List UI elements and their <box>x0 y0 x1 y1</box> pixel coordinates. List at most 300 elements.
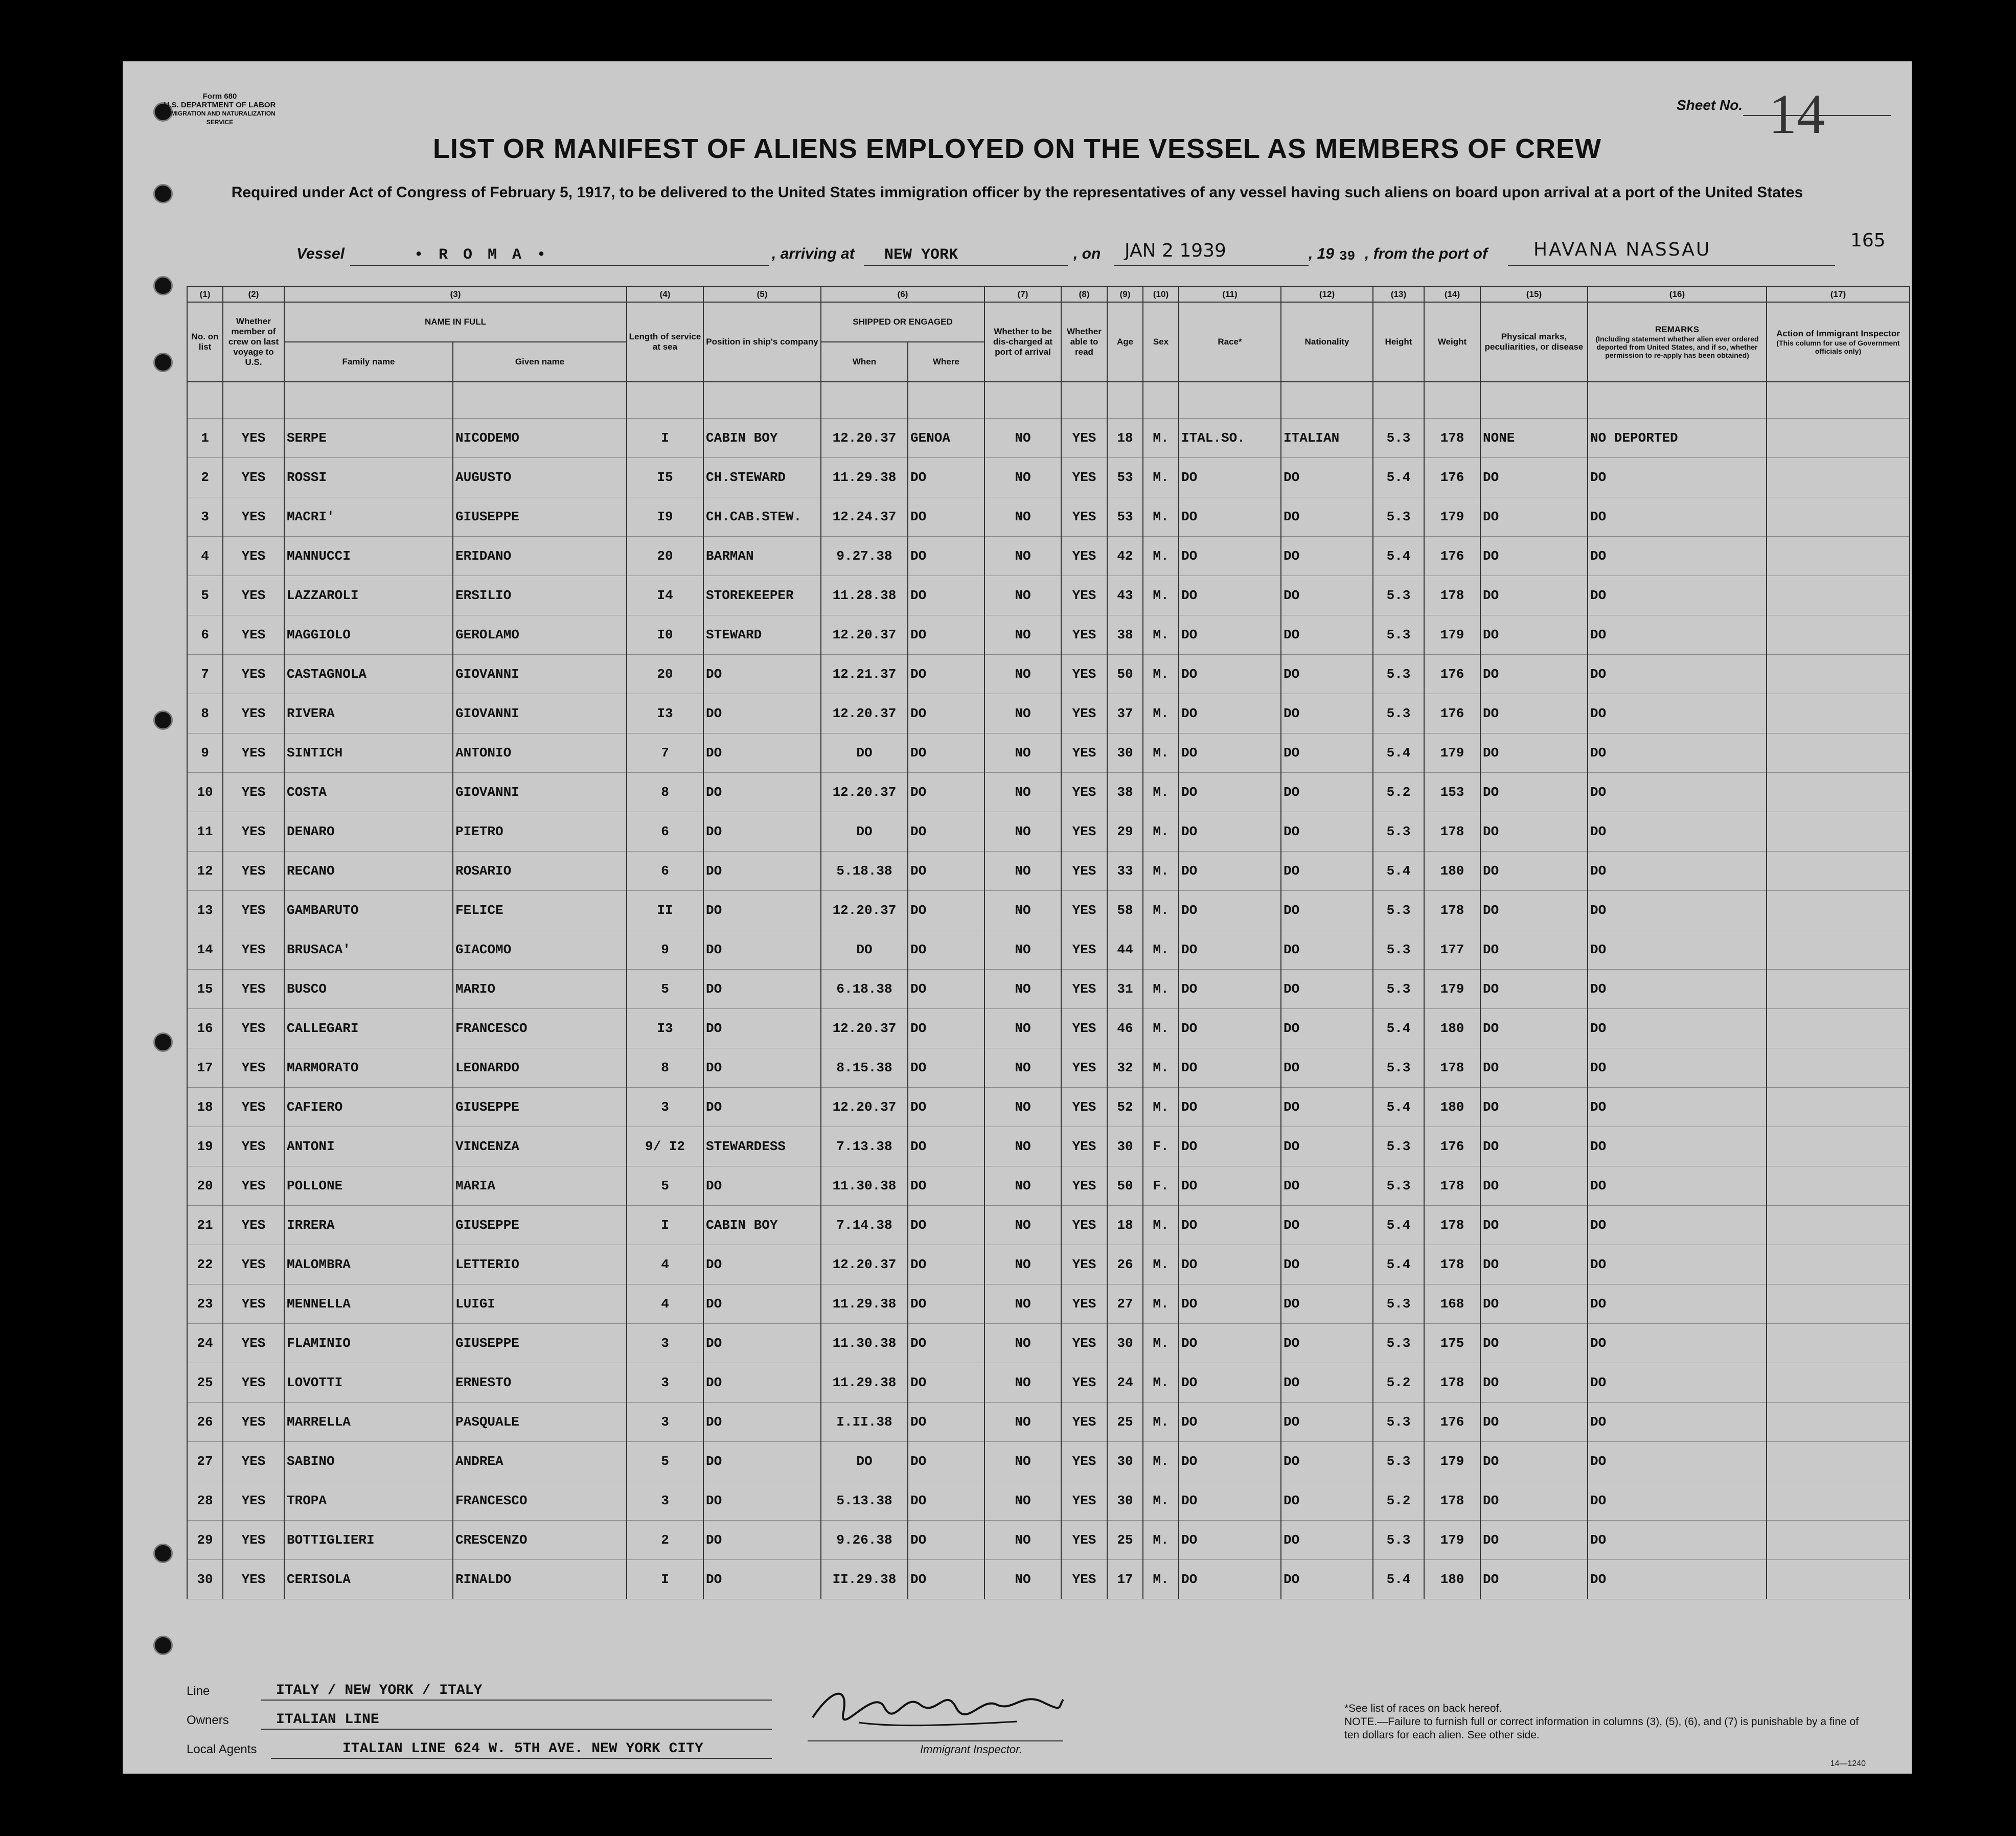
cell-member: YES <box>223 458 284 497</box>
crew-row <box>187 694 1910 733</box>
cell-discharged: NO <box>984 1127 1061 1166</box>
crew-row <box>187 1403 1910 1442</box>
cell-race: DO <box>1179 812 1281 852</box>
cell-length: I <box>627 1206 703 1245</box>
inspector-label: Immigrant Inspector. <box>920 1743 1022 1756</box>
cell-sex: M. <box>1143 1284 1179 1324</box>
cell-family: MACRI' <box>284 497 453 537</box>
cell-discharged: NO <box>984 733 1061 773</box>
crew-row <box>187 1048 1910 1088</box>
cell-no: 18 <box>187 1088 223 1127</box>
cell-read: YES <box>1061 970 1107 1009</box>
cell-height: 5.3 <box>1373 812 1424 852</box>
cell-member: YES <box>223 1363 284 1403</box>
cell-height: 5.3 <box>1373 1442 1424 1481</box>
cell-length: 3 <box>627 1403 703 1442</box>
crew-row <box>187 1442 1910 1481</box>
col-num: (5) <box>703 287 821 302</box>
cell-no: 10 <box>187 773 223 812</box>
cell-discharged: NO <box>984 1324 1061 1363</box>
form-number: Form 680 <box>202 92 237 101</box>
col-num: (9) <box>1107 287 1143 302</box>
cell-nationality: DO <box>1281 1009 1373 1048</box>
cell-where: DO <box>908 655 984 694</box>
cell-where: DO <box>908 1481 984 1521</box>
cell-weight: 178 <box>1424 576 1480 615</box>
cell-given: ERIDANO <box>453 537 627 576</box>
cell-age: 43 <box>1107 576 1143 615</box>
cell-family: GAMBARUTO <box>284 891 453 930</box>
cell-height: 5.4 <box>1373 1245 1424 1284</box>
cell-given: ANTONIO <box>453 733 627 773</box>
cell-read: YES <box>1061 615 1107 655</box>
cell-length: I4 <box>627 576 703 615</box>
crew-row <box>187 576 1910 615</box>
cell-discharged: NO <box>984 970 1061 1009</box>
cell-when: 12.20.37 <box>821 891 908 930</box>
from-label: , from the port of <box>1365 245 1487 262</box>
cell-no: 19 <box>187 1127 223 1166</box>
cell-nationality: DO <box>1281 1206 1373 1245</box>
header-remarks-note: (Including statement whether alien ever ordered deported from United States, and if so, whether permission to re-apply has been obtained) <box>1595 335 1759 359</box>
cell-no: 8 <box>187 694 223 733</box>
cell-age: 50 <box>1107 1166 1143 1206</box>
cell-family: MENNELLA <box>284 1284 453 1324</box>
cell-sex: M. <box>1143 812 1179 852</box>
cell-read: YES <box>1061 1521 1107 1560</box>
cell-weight: 177 <box>1424 930 1480 970</box>
cell-race: DO <box>1179 1206 1281 1245</box>
cell-weight: 176 <box>1424 694 1480 733</box>
cell-age: 38 <box>1107 773 1143 812</box>
cell-when: 12.20.37 <box>821 1009 908 1048</box>
cell-weight: 180 <box>1424 1009 1480 1048</box>
cell-position: DO <box>703 694 821 733</box>
cell-when: 11.30.38 <box>821 1166 908 1206</box>
cell-nationality: DO <box>1281 615 1373 655</box>
cell-position: DO <box>703 733 821 773</box>
cell-no: 1 <box>187 419 223 458</box>
line-value: ITALY / NEW YORK / ITALY <box>276 1683 483 1699</box>
cell-age: 37 <box>1107 694 1143 733</box>
cell-member: YES <box>223 1127 284 1166</box>
cell-remarks: DO <box>1588 458 1767 497</box>
cell-physical: DO <box>1480 970 1588 1009</box>
cell-physical: DO <box>1480 852 1588 891</box>
cell-member: YES <box>223 1048 284 1088</box>
cell-remarks: DO <box>1588 1442 1767 1481</box>
cell-no: 9 <box>187 733 223 773</box>
cell-position: DO <box>703 970 821 1009</box>
cell-length: 8 <box>627 773 703 812</box>
cell-given: LEONARDO <box>453 1048 627 1088</box>
cell-remarks: DO <box>1588 576 1767 615</box>
cell-given: MARIA <box>453 1166 627 1206</box>
cell-position: DO <box>703 1560 821 1599</box>
cell-discharged: NO <box>984 773 1061 812</box>
cell-member: YES <box>223 1403 284 1442</box>
cell-read: YES <box>1061 1048 1107 1088</box>
crew-row <box>187 497 1910 537</box>
cell-read: YES <box>1061 497 1107 537</box>
cell-race: DO <box>1179 1363 1281 1403</box>
cell-no: 21 <box>187 1206 223 1245</box>
cell-where: DO <box>908 1088 984 1127</box>
cell-height: 5.3 <box>1373 694 1424 733</box>
cell-physical: DO <box>1480 1481 1588 1521</box>
cell-nationality: DO <box>1281 930 1373 970</box>
cell-physical: DO <box>1480 1403 1588 1442</box>
cell-age: 32 <box>1107 1048 1143 1088</box>
cell-sex: M. <box>1143 419 1179 458</box>
cell-position: DO <box>703 1048 821 1088</box>
col-num: (7) <box>984 287 1061 302</box>
cell-action <box>1767 576 1910 615</box>
owners-label: Owners <box>187 1713 229 1727</box>
cell-physical: DO <box>1480 1127 1588 1166</box>
cell-no: 17 <box>187 1048 223 1088</box>
cell-when: DO <box>821 1442 908 1481</box>
cell-age: 42 <box>1107 537 1143 576</box>
cell-family: CERISOLA <box>284 1560 453 1599</box>
header-no: No. on list <box>187 302 223 382</box>
cell-family: LOVOTTI <box>284 1363 453 1403</box>
cell-member: YES <box>223 1284 284 1324</box>
cell-read: YES <box>1061 1324 1107 1363</box>
crew-row <box>187 1088 1910 1127</box>
cell-age: 33 <box>1107 852 1143 891</box>
cell-family: MARRELLA <box>284 1403 453 1442</box>
header-sex: Sex <box>1143 302 1179 382</box>
cell-read: YES <box>1061 1245 1107 1284</box>
crew-row <box>187 1166 1910 1206</box>
cell-weight: 178 <box>1424 1481 1480 1521</box>
cell-position: DO <box>703 891 821 930</box>
cell-age: 31 <box>1107 970 1143 1009</box>
cell-when: 5.18.38 <box>821 852 908 891</box>
cell-sex: M. <box>1143 733 1179 773</box>
cell-discharged: NO <box>984 1245 1061 1284</box>
cell-sex: M. <box>1143 1088 1179 1127</box>
cell-position: BARMAN <box>703 537 821 576</box>
cell-weight: 179 <box>1424 1442 1480 1481</box>
cell-physical: DO <box>1480 1166 1588 1206</box>
cell-where: DO <box>908 576 984 615</box>
cell-nationality: DO <box>1281 497 1373 537</box>
cell-read: YES <box>1061 852 1107 891</box>
crew-row <box>187 537 1910 576</box>
cell-when: 9.27.38 <box>821 537 908 576</box>
cell-action <box>1767 1088 1910 1127</box>
cell-nationality: DO <box>1281 1166 1373 1206</box>
cell-given: ERSILIO <box>453 576 627 615</box>
cell-given: PASQUALE <box>453 1403 627 1442</box>
cell-discharged: NO <box>984 1048 1061 1088</box>
crew-row <box>187 773 1910 812</box>
header-weight: Weight <box>1424 302 1480 382</box>
cell-length: 5 <box>627 970 703 1009</box>
cell-nationality: DO <box>1281 1560 1373 1599</box>
cell-when: 12.21.37 <box>821 655 908 694</box>
header-height: Height <box>1373 302 1424 382</box>
cell-when: DO <box>821 812 908 852</box>
crew-row <box>187 615 1910 655</box>
crew-row <box>187 1560 1910 1599</box>
cell-given: ANDREA <box>453 1442 627 1481</box>
cell-family: MARMORATO <box>284 1048 453 1088</box>
binder-hole <box>153 1544 173 1563</box>
header-action-title: Action of Immigrant Inspector <box>1776 329 1900 338</box>
cell-member: YES <box>223 1009 284 1048</box>
cell-nationality: DO <box>1281 1481 1373 1521</box>
cell-family: IRRERA <box>284 1206 453 1245</box>
cell-read: YES <box>1061 537 1107 576</box>
cell-nationality: DO <box>1281 458 1373 497</box>
cell-position: CH.STEWARD <box>703 458 821 497</box>
form-code: 14—1240 <box>1830 1759 1866 1768</box>
cell-physical: DO <box>1480 1009 1588 1048</box>
cell-length: 5 <box>627 1166 703 1206</box>
cell-age: 27 <box>1107 1284 1143 1324</box>
cell-sex: M. <box>1143 576 1179 615</box>
cell-sex: M. <box>1143 1009 1179 1048</box>
cell-action <box>1767 1521 1910 1560</box>
cell-physical: DO <box>1480 891 1588 930</box>
cell-age: 58 <box>1107 891 1143 930</box>
header-remarks <box>1588 302 1767 382</box>
cell-read: YES <box>1061 694 1107 733</box>
cell-remarks: DO <box>1588 497 1767 537</box>
agents-label: Local Agents <box>187 1742 257 1756</box>
header-position: Position in ship's company <box>703 302 821 382</box>
cell-sex: M. <box>1143 1324 1179 1363</box>
cell-remarks: NO DEPORTED <box>1588 419 1767 458</box>
cell-weight: 178 <box>1424 812 1480 852</box>
cell-sex: M. <box>1143 1481 1179 1521</box>
cell-given: FRANCESCO <box>453 1009 627 1048</box>
cell-nationality: DO <box>1281 1284 1373 1324</box>
cell-physical: DO <box>1480 1442 1588 1481</box>
cell-sex: M. <box>1143 1363 1179 1403</box>
cell-weight: 153 <box>1424 773 1480 812</box>
cell-when: 12.20.37 <box>821 694 908 733</box>
cell-physical: DO <box>1480 1206 1588 1245</box>
cell-remarks: DO <box>1588 1127 1767 1166</box>
cell-action <box>1767 1206 1910 1245</box>
crew-row <box>187 970 1910 1009</box>
cell-no: 4 <box>187 537 223 576</box>
cell-race: DO <box>1179 576 1281 615</box>
cell-read: YES <box>1061 1206 1107 1245</box>
cell-physical: DO <box>1480 497 1588 537</box>
cell-where: GENOA <box>908 419 984 458</box>
cell-weight: 179 <box>1424 1521 1480 1560</box>
header-family: Family name <box>284 342 453 382</box>
cell-length: I0 <box>627 615 703 655</box>
cell-length: 3 <box>627 1363 703 1403</box>
cell-remarks: DO <box>1588 891 1767 930</box>
inspector-signature <box>803 1677 1068 1733</box>
cell-physical: DO <box>1480 537 1588 576</box>
cell-family: SERPE <box>284 419 453 458</box>
crew-row <box>187 1481 1910 1521</box>
cell-sex: M. <box>1143 1206 1179 1245</box>
cell-sex: M. <box>1143 615 1179 655</box>
header-length: Length of service at sea <box>627 302 703 382</box>
cell-length: 5 <box>627 1442 703 1481</box>
cell-height: 5.2 <box>1373 1481 1424 1521</box>
cell-no: 13 <box>187 891 223 930</box>
cell-member: YES <box>223 1324 284 1363</box>
cell-where: DO <box>908 852 984 891</box>
cell-discharged: NO <box>984 1363 1061 1403</box>
cell-read: YES <box>1061 1166 1107 1206</box>
cell-action <box>1767 1166 1910 1206</box>
cell-given: NICODEMO <box>453 419 627 458</box>
col-num: (10) <box>1143 287 1179 302</box>
arriving-label: , arriving at <box>772 245 855 262</box>
cell-weight: 179 <box>1424 615 1480 655</box>
col-num: (15) <box>1480 287 1588 302</box>
cell-action <box>1767 1284 1910 1324</box>
cell-action <box>1767 1560 1910 1599</box>
cell-when: 7.13.38 <box>821 1127 908 1166</box>
page-title: LIST OR MANIFEST OF ALIENS EMPLOYED ON THE VESSEL AS MEMBERS OF CREW <box>432 133 1602 164</box>
cell-discharged: NO <box>984 694 1061 733</box>
cell-height: 5.4 <box>1373 1088 1424 1127</box>
cell-physical: DO <box>1480 733 1588 773</box>
cell-age: 30 <box>1107 733 1143 773</box>
header-read: Whether able to read <box>1061 302 1107 382</box>
cell-race: DO <box>1179 1166 1281 1206</box>
cell-where: DO <box>908 1206 984 1245</box>
cell-discharged: NO <box>984 497 1061 537</box>
crew-row <box>187 1521 1910 1560</box>
cell-where: DO <box>908 812 984 852</box>
cell-member: YES <box>223 694 284 733</box>
cell-given: GIUSEPPE <box>453 497 627 537</box>
cell-age: 38 <box>1107 615 1143 655</box>
cell-length: I3 <box>627 1009 703 1048</box>
cell-weight: 176 <box>1424 537 1480 576</box>
cell-family: ROSSI <box>284 458 453 497</box>
cell-when: 6.18.38 <box>821 970 908 1009</box>
cell-position: STEWARD <box>703 615 821 655</box>
cell-position: DO <box>703 1363 821 1403</box>
cell-sex: M. <box>1143 1403 1179 1442</box>
cell-read: YES <box>1061 1442 1107 1481</box>
crew-row <box>187 852 1910 891</box>
cell-given: AUGUSTO <box>453 458 627 497</box>
cell-race: ITAL.SO. <box>1179 419 1281 458</box>
cell-read: YES <box>1061 1560 1107 1599</box>
cell-remarks: DO <box>1588 1403 1767 1442</box>
header-shipped: SHIPPED OR ENGAGED <box>821 302 984 342</box>
cell-physical: NONE <box>1480 419 1588 458</box>
cell-height: 5.3 <box>1373 497 1424 537</box>
column-numbers <box>187 287 1910 302</box>
cell-action <box>1767 615 1910 655</box>
cell-age: 18 <box>1107 419 1143 458</box>
cell-action <box>1767 1127 1910 1166</box>
binder-hole <box>153 710 173 730</box>
cell-position: DO <box>703 1324 821 1363</box>
cell-nationality: DO <box>1281 891 1373 930</box>
cell-physical: DO <box>1480 1088 1588 1127</box>
cell-height: 5.4 <box>1373 852 1424 891</box>
cell-physical: DO <box>1480 655 1588 694</box>
cell-remarks: DO <box>1588 852 1767 891</box>
cell-family: POLLONE <box>284 1166 453 1206</box>
cell-where: DO <box>908 891 984 930</box>
cell-weight: 178 <box>1424 1048 1480 1088</box>
cell-where: DO <box>908 1166 984 1206</box>
cell-age: 25 <box>1107 1521 1143 1560</box>
cell-when: II.29.38 <box>821 1560 908 1599</box>
cell-height: 5.3 <box>1373 419 1424 458</box>
cell-family: ANTONI <box>284 1127 453 1166</box>
crew-row <box>187 1324 1910 1363</box>
cell-physical: DO <box>1480 1560 1588 1599</box>
cell-discharged: NO <box>984 1481 1061 1521</box>
cell-action <box>1767 1481 1910 1521</box>
cell-when: 12.20.37 <box>821 615 908 655</box>
cell-physical: DO <box>1480 1363 1588 1403</box>
cell-sex: M. <box>1143 1245 1179 1284</box>
header-race: Race* <box>1179 302 1281 382</box>
cell-action <box>1767 1009 1910 1048</box>
cell-length: II <box>627 891 703 930</box>
blank-row <box>187 382 1910 419</box>
cell-where: DO <box>908 458 984 497</box>
cell-sex: M. <box>1143 537 1179 576</box>
cell-given: VINCENZA <box>453 1127 627 1166</box>
cell-read: YES <box>1061 891 1107 930</box>
cell-no: 6 <box>187 615 223 655</box>
note-fine: NOTE.—Failure to furnish full or correct information in columns (3), (5), (6), and (7) is punishable by a fine of ten dollars for each alien. See other side. <box>1344 1716 1859 1741</box>
cell-action <box>1767 812 1910 852</box>
cell-race: DO <box>1179 497 1281 537</box>
cell-weight: 178 <box>1424 1363 1480 1403</box>
cell-when: 11.30.38 <box>821 1324 908 1363</box>
cell-when: 12.24.37 <box>821 497 908 537</box>
cell-family: BRUSACA' <box>284 930 453 970</box>
cell-length: 4 <box>627 1284 703 1324</box>
cell-member: YES <box>223 1245 284 1284</box>
crew-row <box>187 419 1910 458</box>
cell-given: ROSARIO <box>453 852 627 891</box>
department: U.S. DEPARTMENT OF LABOR <box>164 101 276 109</box>
agents-value: ITALIAN LINE 624 W. 5TH AVE. NEW YORK CITY <box>342 1741 703 1757</box>
cell-discharged: NO <box>984 419 1061 458</box>
cell-action <box>1767 970 1910 1009</box>
cell-height: 5.3 <box>1373 1521 1424 1560</box>
cell-age: 44 <box>1107 930 1143 970</box>
cell-sex: F. <box>1143 1166 1179 1206</box>
cell-given: FELICE <box>453 891 627 930</box>
cell-position: DO <box>703 1521 821 1560</box>
cell-position: DO <box>703 930 821 970</box>
cell-age: 50 <box>1107 655 1143 694</box>
cell-given: ERNESTO <box>453 1363 627 1403</box>
cell-where: DO <box>908 694 984 733</box>
cell-family: CALLEGARI <box>284 1009 453 1048</box>
cell-weight: 179 <box>1424 970 1480 1009</box>
cell-no: 14 <box>187 930 223 970</box>
cell-family: COSTA <box>284 773 453 812</box>
cell-height: 5.4 <box>1373 537 1424 576</box>
cell-length: 20 <box>627 655 703 694</box>
